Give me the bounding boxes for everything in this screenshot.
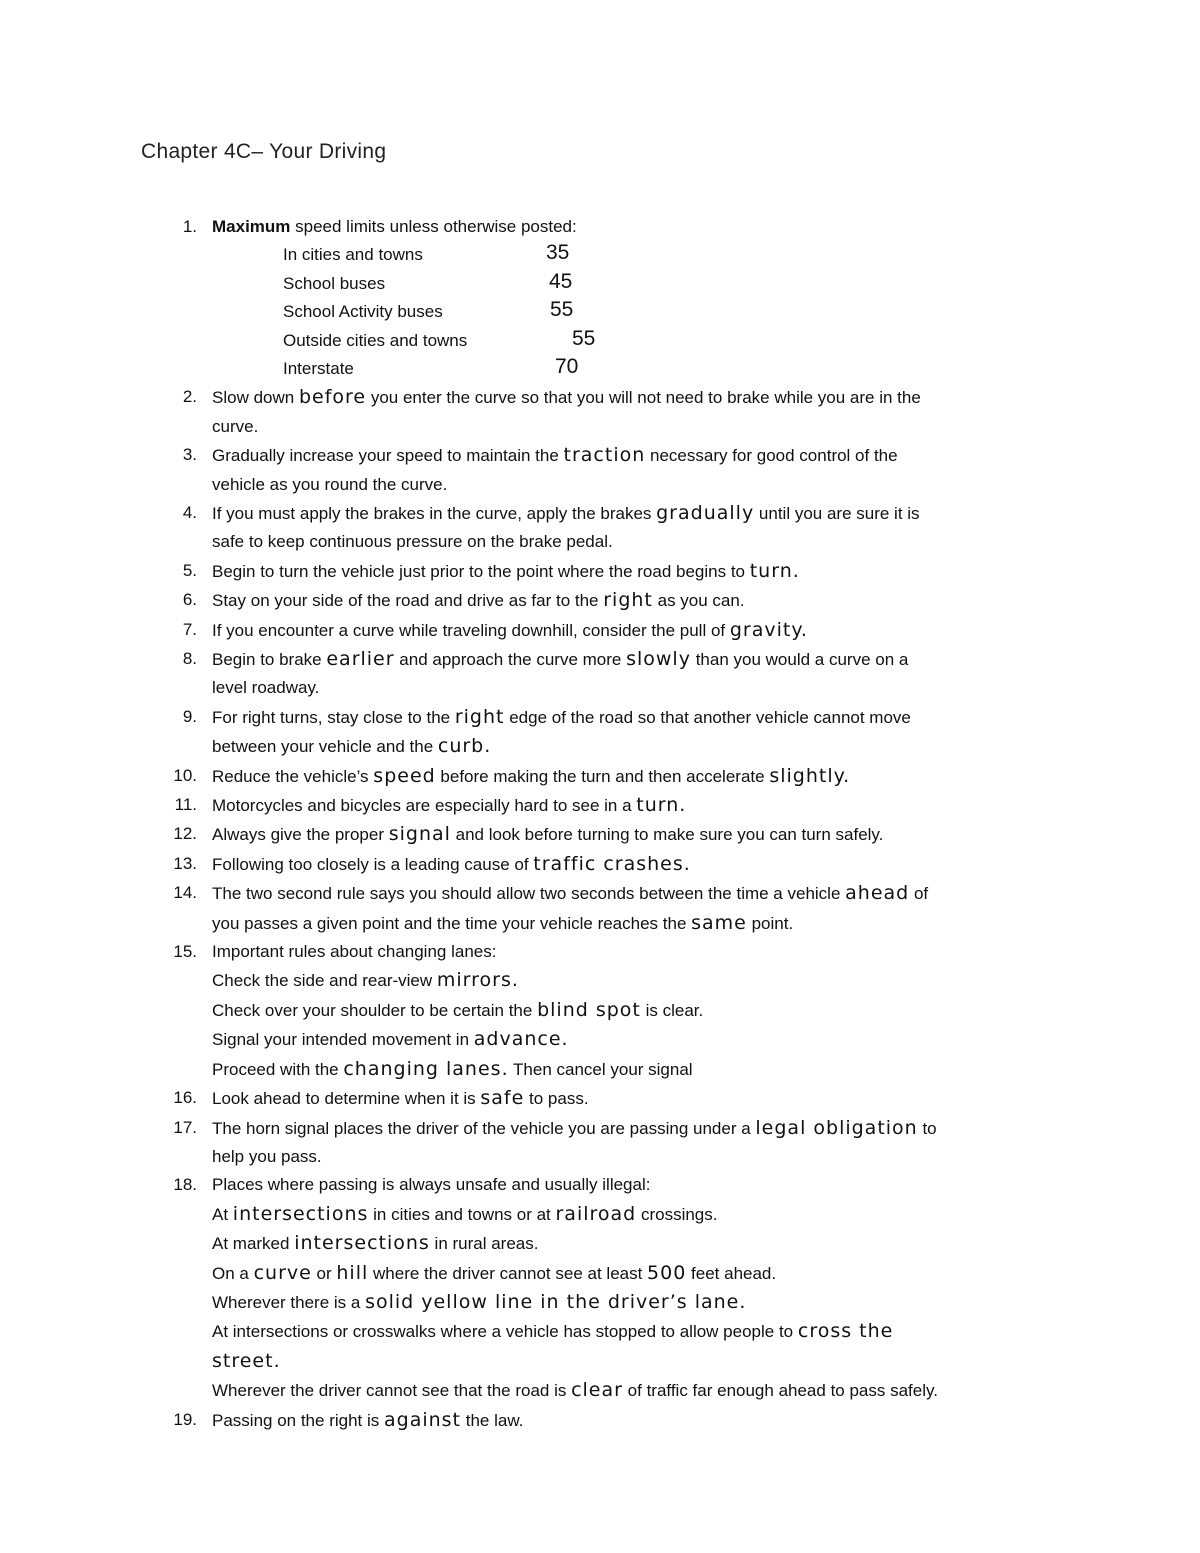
speed-value: 35 (546, 241, 570, 265)
speed-value: 55 (550, 298, 574, 322)
list-item-9 (141, 703, 1081, 762)
item-number: 3. (182, 445, 197, 465)
item-number: 1. (182, 217, 197, 236)
answer-text: railroad (555, 1202, 637, 1225)
item-text: Important rules about changing lanes: (212, 942, 497, 962)
speed-value: 70 (555, 354, 579, 378)
speed-row (212, 355, 1081, 383)
speed-label: School buses (283, 273, 386, 293)
list-item-2 (141, 383, 1081, 441)
item-text: curve. (212, 416, 259, 436)
item-text: At intersections or crosswalks where a vehicle has stopped to allow people to (212, 1322, 798, 1342)
item-text: crossings. (636, 1204, 718, 1224)
answer-text: right (603, 589, 653, 612)
speed-row (212, 241, 1081, 269)
item-text: Reduce the vehicle’s (212, 766, 374, 786)
list-item-16 (141, 1084, 1081, 1113)
item-text: Look ahead to determine when it is (212, 1089, 481, 1109)
speed-label: School Activity buses (283, 302, 443, 322)
list-item-1 (141, 213, 1081, 241)
list-item-10 (141, 762, 1081, 791)
answer-text: same (691, 911, 747, 934)
answer-text: clear (571, 1379, 623, 1402)
speed-label: Interstate (283, 358, 354, 378)
item-number: 16. (173, 1088, 197, 1108)
item-number: 2. (182, 387, 197, 407)
item-text: Motorcycles and bicycles are especially hard to see in a (212, 796, 637, 816)
answer-text: curve (253, 1261, 312, 1284)
item-text: Places where passing is always unsafe and usually illegal: (212, 1175, 651, 1195)
answer-text: cross the (797, 1320, 894, 1343)
answer-text: earlier (326, 648, 395, 671)
list-item-13 (141, 850, 1081, 879)
answer-text: solid yellow line in the driver’s lane. (365, 1290, 747, 1313)
item-text: the law. (461, 1410, 524, 1430)
item-text: The horn signal places the driver of the vehicle you are passing under a (212, 1118, 756, 1138)
item-text: Slow down (212, 388, 299, 408)
item-number: 9. (182, 706, 197, 726)
item-text: and look before turning to make sure you can turn safely. (450, 825, 884, 845)
numbered-list (141, 213, 1081, 1435)
answer-text: gradually (656, 501, 755, 524)
item-text: Signal your intended movement in (212, 1030, 474, 1050)
item-text: Wherever the driver cannot see that the road is (212, 1381, 572, 1401)
item-text: of traffic far enough ahead to pass safely. (622, 1381, 938, 1401)
item-text: help you pass. (212, 1146, 322, 1166)
answer-text: hill (336, 1261, 369, 1284)
item-text: than you would a curve on a (690, 650, 909, 670)
item-text: Proceed with the (212, 1059, 344, 1079)
item-number: 6. (182, 590, 197, 610)
item-text: Begin to brake (212, 650, 327, 670)
list-item-17 (141, 1114, 1081, 1172)
item-text: Following too closely is a leading cause of (212, 854, 534, 874)
item-text: speed limits unless otherwise posted: (290, 217, 577, 236)
item-text: Gradually increase your speed to maintain the (212, 446, 564, 466)
item-text: before making the turn and then accelerate (435, 766, 770, 786)
item-text: Begin to turn the vehicle just prior to the point where the road begins to (212, 561, 750, 581)
list-item-4 (141, 499, 1081, 557)
item-number: 13. (173, 853, 197, 873)
answer-text: advance. (473, 1028, 569, 1051)
item-text: to (917, 1118, 937, 1138)
speed-row (212, 327, 1081, 355)
answer-text: turn. (636, 794, 687, 817)
item-number: 5. (182, 560, 197, 580)
item-text: in cities and towns or at (368, 1204, 556, 1224)
list-item-6 (141, 586, 1081, 615)
list-item-19 (141, 1406, 1081, 1435)
answer-text: signal (388, 823, 451, 846)
item-text: until you are sure it is (754, 503, 920, 523)
item-text: Stay on your side of the road and drive as far to the (212, 591, 604, 611)
answer-text: traction (563, 444, 646, 467)
list-item-15 (141, 938, 1081, 1084)
answer-text: street. (212, 1349, 281, 1372)
answer-text: slowly (626, 648, 691, 671)
item-number: 11. (174, 795, 197, 815)
speed-value: 45 (549, 269, 573, 293)
page-title: Chapter 4C– Your Driving (141, 140, 387, 163)
answer-text: speed (373, 764, 436, 787)
answer-text: safe (480, 1087, 525, 1110)
item-text: edge of the road so that another vehicle cannot move (504, 707, 911, 727)
item-text: and approach the curve more (394, 650, 627, 670)
answer-text: mirrors. (436, 969, 519, 992)
list-item-5 (141, 557, 1081, 586)
item-number: 19. (173, 1409, 197, 1429)
speed-value: 55 (572, 326, 596, 350)
speed-row (212, 270, 1081, 298)
item-text: On a (212, 1263, 254, 1283)
item-text: The two second rule says you should allow two seconds between the time a vehicle (212, 884, 846, 904)
item-number: 10. (173, 765, 197, 785)
item-text: you passes a given point and the time your vehicle reaches the (212, 913, 692, 933)
item-text: of (909, 884, 929, 904)
answer-text: changing lanes. (343, 1057, 509, 1080)
answer-text: blind spot (537, 998, 641, 1021)
answer-text: turn. (749, 559, 800, 582)
answer-text: 500 (647, 1261, 687, 1284)
item-number: 7. (182, 619, 197, 639)
item-number: 14. (173, 883, 197, 903)
item-text: If you must apply the brakes in the curve, apply the brakes (212, 503, 657, 523)
item-text: Always give the proper (212, 825, 389, 845)
item-text: or (311, 1263, 337, 1283)
list-item-18 (141, 1171, 1081, 1405)
item-text: At (212, 1204, 233, 1224)
item-text: between your vehicle and the (212, 737, 438, 757)
list-item-11 (141, 791, 1081, 820)
answer-text: before (298, 386, 367, 409)
answer-text: traffic crashes. (533, 852, 691, 875)
item-text: as you can. (652, 591, 745, 611)
answer-text: ahead (845, 882, 910, 905)
list-item-7 (141, 616, 1081, 645)
item-number: 8. (182, 649, 197, 669)
item-text: in rural areas. (429, 1234, 539, 1254)
answer-text: right (454, 705, 505, 728)
item-text: necessary for good control of the (645, 446, 898, 466)
item-text: vehicle as you round the curve. (212, 474, 448, 494)
item-text: feet ahead. (686, 1263, 777, 1283)
item-text: Then cancel your signal (508, 1059, 693, 1079)
item-text: Passing on the right is (212, 1410, 384, 1430)
item-text: is clear. (640, 1000, 704, 1020)
item-text: where the driver cannot see at least (368, 1263, 648, 1283)
answer-text: slightly. (769, 764, 851, 787)
item-text: If you encounter a curve while traveling downhill, consider the pull of (212, 620, 730, 640)
answer-text: curb. (437, 735, 492, 758)
speed-label: Outside cities and towns (283, 330, 468, 350)
item-text: safe to keep continuous pressure on the brake pedal. (212, 532, 613, 552)
item-number: 18. (173, 1175, 197, 1195)
speed-row (212, 298, 1081, 326)
answer-text: legal obligation (755, 1116, 918, 1139)
answer-text: intersections (232, 1202, 369, 1225)
bold-text: Maximum (212, 217, 291, 236)
speed-label: In cities and towns (283, 245, 423, 265)
item-text: to pass. (524, 1089, 589, 1109)
answer-text: gravity. (729, 618, 808, 641)
item-number: 4. (182, 502, 197, 522)
item-number: 12. (173, 824, 197, 844)
item-number: 15. (173, 942, 197, 962)
item-text: For right turns, stay close to the (212, 707, 455, 727)
list-item-3 (141, 441, 1081, 499)
item-text: you enter the curve so that you will not need to brake while you are in the (366, 388, 921, 408)
list-item-12 (141, 820, 1081, 849)
answer-text: intersections (294, 1232, 430, 1255)
answer-text: against (383, 1408, 462, 1431)
item-number: 17. (173, 1117, 197, 1137)
list-item-8 (141, 645, 1081, 703)
item-text: Check over your shoulder to be certain the (212, 1000, 538, 1020)
item-text: At marked (212, 1234, 295, 1254)
item-text: level roadway. (212, 678, 320, 698)
list-item-14 (141, 879, 1081, 938)
item-text: Wherever there is a (212, 1292, 366, 1312)
item-text: Check the side and rear-view (212, 971, 437, 991)
item-text: point. (746, 913, 794, 933)
